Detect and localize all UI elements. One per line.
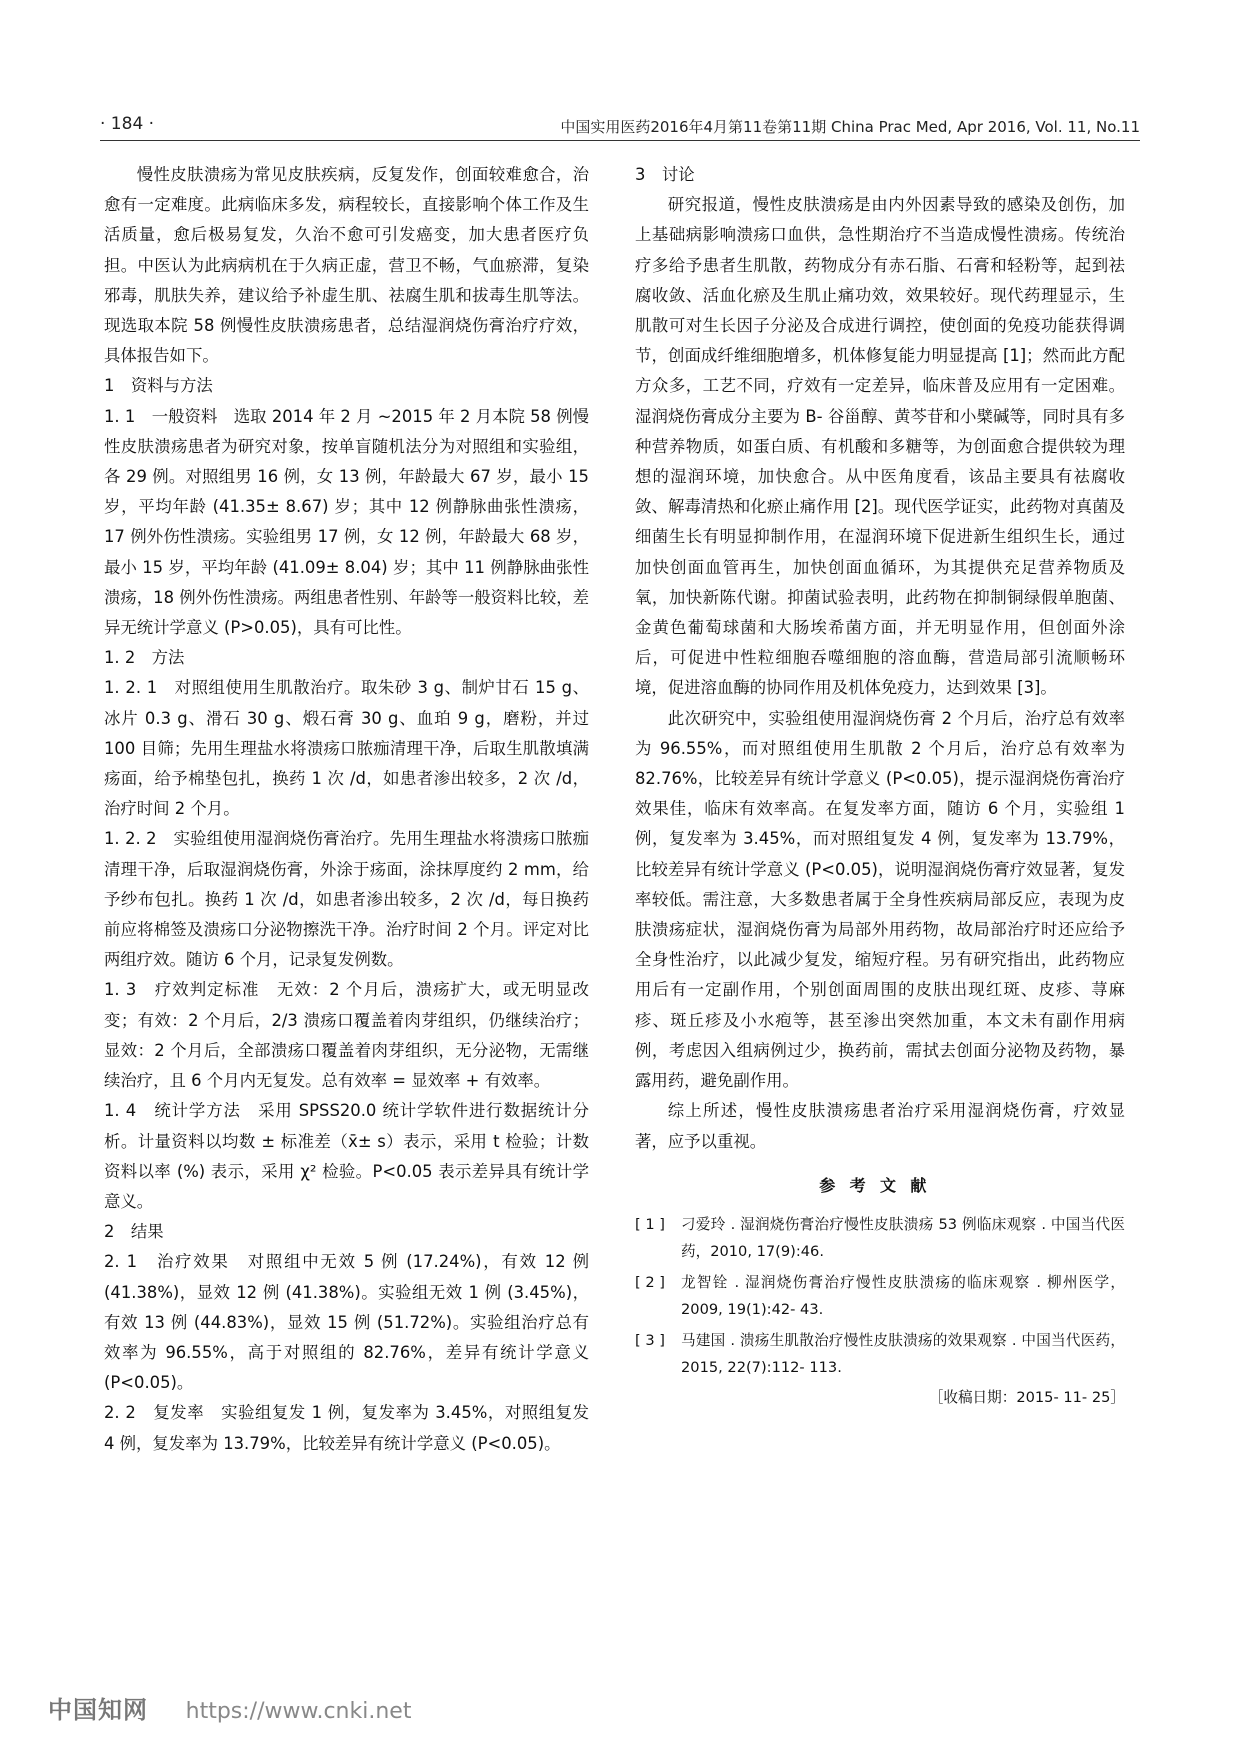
reference-item bbox=[635, 1269, 1125, 1323]
page-number: · 184 · bbox=[100, 114, 155, 134]
general-data-paragraph: 1. 1 一般资料 选取 2014 年 2 月 ~2015 年 2 月本院 58 例慢性皮肤溃疡患者为研究对象，按单盲随机法分为对照组和实验组，各 29 例。对照组男 16 例，女 13 例，年龄最大 67 岁，最小 15 岁，平均年龄 (41.35± 8.67) 岁；其中 12 例静脉曲张性溃疡，17 例外伤性溃疡。实验组男 17 例，女 12 例，年龄最大 68 岁，最小 15 岁，平均年龄 (41.09± 8.04) 岁；其中 11 例静脉曲张性溃疡，18 例外伤性溃疡。两组患者性别、年龄等一般资料比较，差异无统计学意义 (P>0.05)，具有可比性。 bbox=[104, 406, 590, 638]
running-header bbox=[100, 114, 1140, 142]
section-heading-results: 2 结果 bbox=[104, 1222, 164, 1242]
section-heading-methods: 1 资料与方法 bbox=[104, 376, 213, 396]
left-column bbox=[104, 160, 589, 1459]
control-group-paragraph: 1. 2. 1 对照组使用生肌散治疗。取朱砂 3 g、制炉甘石 15 g、冰片 0.3 g、滑石 30 g、煅石膏 30 g、血珀 9 g，磨粉，并过 100 目筛；先用生理盐水将溃疡口脓痂清理干净，后取生肌散填满疡面，给予棉垫包扎，换药 1 次 /d，如患者渗出较多，2 次 /d，治疗时间 2 个月。 bbox=[104, 678, 589, 819]
watermark-footer bbox=[48, 1690, 411, 1730]
cnki-url[interactable]: https://www.cnki.net bbox=[185, 1699, 412, 1724]
header-divider bbox=[100, 140, 1140, 141]
intro-paragraph: 慢性皮肤溃疡为常见皮肤疾病，反复发作，创面较难愈合，治愈有一定难度。此病临床多发，病程较长，直接影响个体工作及生活质量，愈后极易复发，久治不愈可引发癌变，加大患者医疗负担。中医认为此病病机在于久病正虚，营卫不畅，气血瘀滞，复染邪毒，肌肤失养，建议给予补虚生肌、祛腐生肌和拔毒生肌等法。现选取本院 58 例慢性皮肤溃疡患者，总结湿润烧伤膏治疗疗效，具体报告如下。 bbox=[104, 165, 589, 366]
reference-text: 刁爱玲 . 湿润烧伤膏治疗慢性皮肤溃疡 53 例临床观察 . 中国当代医药，2010, 17(9):46. bbox=[681, 1215, 1125, 1260]
cnki-logo: 中国知网 bbox=[48, 1696, 148, 1724]
reference-number: [ 1 ] bbox=[635, 1215, 665, 1233]
statistics-paragraph: 1. 4 统计学方法 采用 SPSS20.0 统计学软件进行数据统计分析。计量资料以均数 ± 标准差（x̄± s）表示，采用 t 检验；计数资料以率 (%) 表示，采用 χ² 检验。P<0.05 表示差异具有统计学意义。 bbox=[104, 1101, 589, 1211]
treatment-effect-paragraph: 2. 1 治疗效果 对照组中无效 5 例 (17.24%)，有效 12 例 (41.38%)，显效 12 例 (41.38%)。实验组无效 1 例 (3.45%)，有效 13 例 (44.83%)，显效 15 例 (51.72%)。实验组治疗总有效率为 96.55%，高于对照组的 82.76%，差异有统计学意义 (P<0.05)。 bbox=[104, 1252, 589, 1393]
conclusion-paragraph: 综上所述，慢性皮肤溃疡患者治疗采用湿润烧伤膏，疗效显著，应予以重视。 bbox=[635, 1101, 1125, 1151]
discussion-paragraph-2: 此次研究中，实验组使用湿润烧伤膏 2 个月后，治疗总有效率为 96.55%，而对照组使用生肌散 2 个月后，治疗总有效率为 82.76%，比较差异有统计学意义 (P<0.05)，提示湿润烧伤膏治疗效果佳，临床有效率高。在复发率方面，随访 6 个月，实验组 1 例，复发率为 3.45%，而对照组复发 4 例，复发率为 13.79%，比较差异有统计学意义 (P<0.05)，说明湿润烧伤膏疗效显著，复发率较低。需注意，大多数患者属于全身性疾病局部反应，表现为皮肤溃疡症状，湿润烧伤膏为局部外用药物，故局部治疗时还应给予全身性治疗，以此减少复发，缩短疗程。另有研究指出，此药物应用后有一定副作用，个别创面周围的皮肤出现红斑、皮疹、荨麻疹、斑丘疹及小水疱等，甚至渗出突然加重，本文未有副作用病例，考虑因入组病例过少，换药前，需拭去创面分泌物及药物，暴露用药，避免副作用。 bbox=[635, 708, 1125, 1091]
reference-item bbox=[635, 1327, 1125, 1381]
experiment-group-paragraph: 1. 2. 2 实验组使用湿润烧伤膏治疗。先用生理盐水将溃疡口脓痂清理干净，后取湿润烧伤膏，外涂于疡面，涂抹厚度约 2 mm，给予纱布包扎。换药 1 次 /d，如患者渗出较多，2 次 /d，每日换药前应将棉签及溃疡口分泌物擦洗干净。治疗时间 2 个月。评定对比两组疗效。随访 6 个月，记录复发例数。 bbox=[104, 829, 589, 970]
recurrence-paragraph: 2. 2 复发率 实验组复发 1 例，复发率为 3.45%，对照组复发 4 例，复发率为 13.79%，比较差异有统计学意义 (P<0.05)。 bbox=[104, 1403, 589, 1453]
right-column bbox=[635, 160, 1125, 1411]
journal-info: 中国实用医药2016年4月第11卷第11期 China Prac Med, Apr 2016, Vol. 11, No.11 bbox=[560, 118, 1140, 136]
efficacy-criteria-paragraph: 1. 3 疗效判定标准 无效：2 个月后，溃疡扩大，或无明显改变；有效：2 个月后，2/3 溃疡口覆盖着肉芽组织，仍继续治疗；显效：2 个月后，全部溃疡口覆盖着肉芽组织，无分泌物，无需继续治疗，且 6 个月内无复发。总有效率 = 显效率 + 有效率。 bbox=[104, 980, 589, 1091]
reference-number: [ 3 ] bbox=[635, 1331, 665, 1349]
reference-text: 马建国 . 溃疡生肌散治疗慢性皮肤溃疡的效果观察 . 中国当代医药，2015, 22(7):112- 113. bbox=[681, 1331, 1125, 1376]
reference-number: [ 2 ] bbox=[635, 1273, 665, 1291]
subsection-heading-method: 1. 2 方法 bbox=[104, 648, 185, 668]
received-date: ［收稿日期：2015- 11- 25］ bbox=[928, 1388, 1125, 1406]
discussion-paragraph-1: 研究报道，慢性皮肤溃疡是由内外因素导致的感染及创伤，加上基础病影响溃疡口血供，急性期治疗不当造成慢性溃疡。传统治疗多给予患者生肌散，药物成分有赤石脂、石膏和轻粉等，起到祛腐收敛、活血化瘀及生肌止痛功效，效果较好。现代药理显示，生肌散可对生长因子分泌及合成进行调控，使创面的免疫功能获得调节，创面成纤维细胞增多，机体修复能力明显提高 [1]；然而此方配方众多，工艺不同，疗效有一定差异，临床普及应用有一定困难。湿润烧伤膏成分主要为 B- 谷甾醇、黄芩苷和小檗碱等，同时具有多种营养物质，如蛋白质、有机酸和多糖等，为创面愈合提供较为理想的湿润环境，加快愈合。从中医角度看，该品主要具有祛腐收敛、解毒清热和化瘀止痛作用 [2]。现代医学证实，此药物对真菌及细菌生长有明显抑制作用，在湿润环境下促进新生组织生长，通过加快创面血管再生，加快创面血循环，为其提供充足营养物质及氧，加快新陈代谢。抑菌试验表明，此药物在抑制铜绿假单胞菌、金黄色葡萄球菌和大肠埃希菌方面，并无明显作用，但创面外涂后，可促进中性粒细胞吞噬细胞的溶血酶，营造局部引流顺畅环境，促进溶血酶的协同作用及机体免疫力，达到效果 [3]。 bbox=[635, 195, 1125, 698]
reference-text: 龙智铨 . 湿润烧伤膏治疗慢性皮肤溃疡的临床观察 . 柳州医学，2009, 19(1):42- 43. bbox=[681, 1273, 1125, 1318]
references-heading: 参考文献 bbox=[819, 1175, 941, 1195]
reference-item bbox=[635, 1211, 1125, 1265]
section-heading-discussion: 3 讨论 bbox=[635, 165, 695, 184]
